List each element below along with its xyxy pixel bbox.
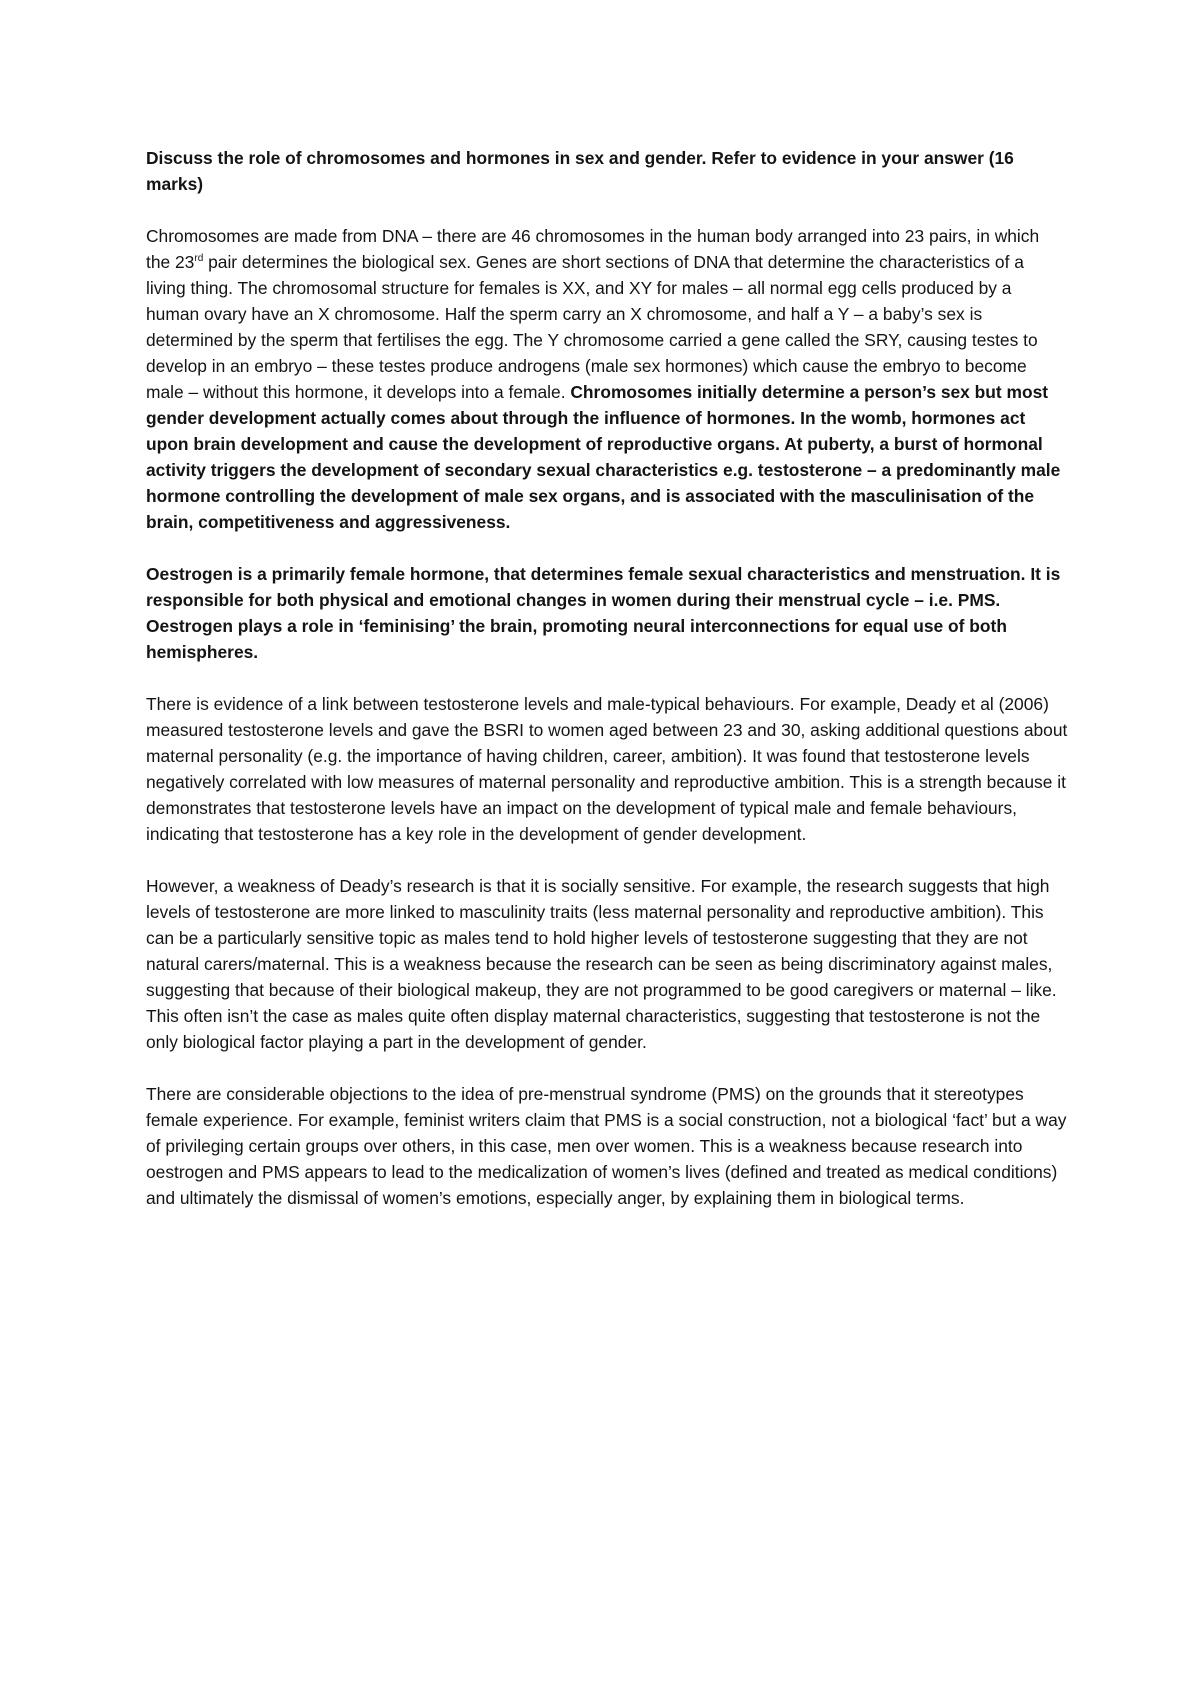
paragraph-chromosomes bbox=[146, 223, 1068, 535]
paragraph-evidence-deady: There is evidence of a link between testosterone levels and male-typical behaviours. For example, Deady et al (2006) measured testosterone levels and gave the BSRI to women aged between 23 and 30, asking additional questions about maternal personality (e.g. the importance of having children, career, ambition). It was found that testosterone levels negatively correlated with low measures of maternal personality and reproductive ambition. This is a strength because it demonstrates that testosterone levels have an impact on the development of typical male and female behaviours, indicating that testosterone has a key role in the development of gender development. bbox=[146, 694, 1068, 844]
document-page bbox=[146, 145, 1068, 1237]
paragraph-oestrogen: Oestrogen is a primarily female hormone, that determines female sexual characteristics and menstruation. It is responsible for both physical and emotional changes in women during their menstrual cycle – i.e. PMS. Oestrogen plays a role in ‘feminising’ the brain, promoting neural interconnections for equal use of both hemispheres. bbox=[146, 564, 1061, 662]
paragraph-chromosomes-text-b: pair determines the biological sex. Genes are short sections of DNA that determine the characteristics of a living thing. The chromosomal structure for females is XX, and XY for males – all normal egg cells produced by a human ovary have an X chromosome. Half the sperm carry an X chromosome, and half a Y – a baby’s sex is determined by the sperm that fertilises the egg. The Y chromosome carried a gene called the SRY, causing testes to develop in an embryo – these testes produce androgens (male sex hormones) which cause the embryo to become male – without this hormone, it develops into a female. bbox=[146, 252, 1038, 402]
paragraph-weakness-deady: However, a weakness of Deady’s research is that it is socially sensitive. For example, the research suggests that high levels of testosterone are more linked to masculinity traits (less maternal personality and reproductive ambition). This can be a particularly sensitive topic as males tend to hold higher levels of testosterone suggesting that they are not natural carers/maternal. This is a weakness because the research can be seen as being discriminatory against males, suggesting that because of their biological makeup, they are not programmed to be good caregivers or maternal – like. This often isn’t the case as males quite often display maternal characteristics, suggesting that testosterone is not the only biological factor playing a part in the development of gender. bbox=[146, 876, 1057, 1052]
paragraph-pms-objections: There are considerable objections to the idea of pre-menstrual syndrome (PMS) on the grounds that it stereotypes female experience. For example, feminist writers claim that PMS is a social construction, not a biological ‘fact’ but a way of privileging certain groups over others, in this case, men over women. This is a weakness because research into oestrogen and PMS appears to lead to the medicalization of women’s lives (defined and treated as medical conditions) and ultimately the dismissal of women’s emotions, especially anger, by explaining them in biological terms. bbox=[146, 1084, 1067, 1208]
question-heading: Discuss the role of chromosomes and hormones in sex and gender. Refer to evidence in your answer (16 marks) bbox=[146, 148, 1014, 194]
ordinal-superscript: rd bbox=[194, 253, 204, 265]
paragraph-chromosomes-text-a: Chromosomes are made from DNA – there are 46 chromosomes in the human body arranged into 23 pairs, in which the 23 bbox=[146, 226, 1040, 272]
paragraph-chromosomes-bold-text: Chromosomes initially determine a person’s sex but most gender development actually comes about through the influence of hormones. In the womb, hormones act upon brain development and cause the development of reproductive organs. At puberty, a burst of hormonal activity triggers the development of secondary sexual characteristics e.g. testosterone – a predominantly male hormone controlling the development of male sex organs, and is associated with the masculinisation of the brain, competitiveness and aggressiveness. bbox=[146, 382, 1061, 532]
